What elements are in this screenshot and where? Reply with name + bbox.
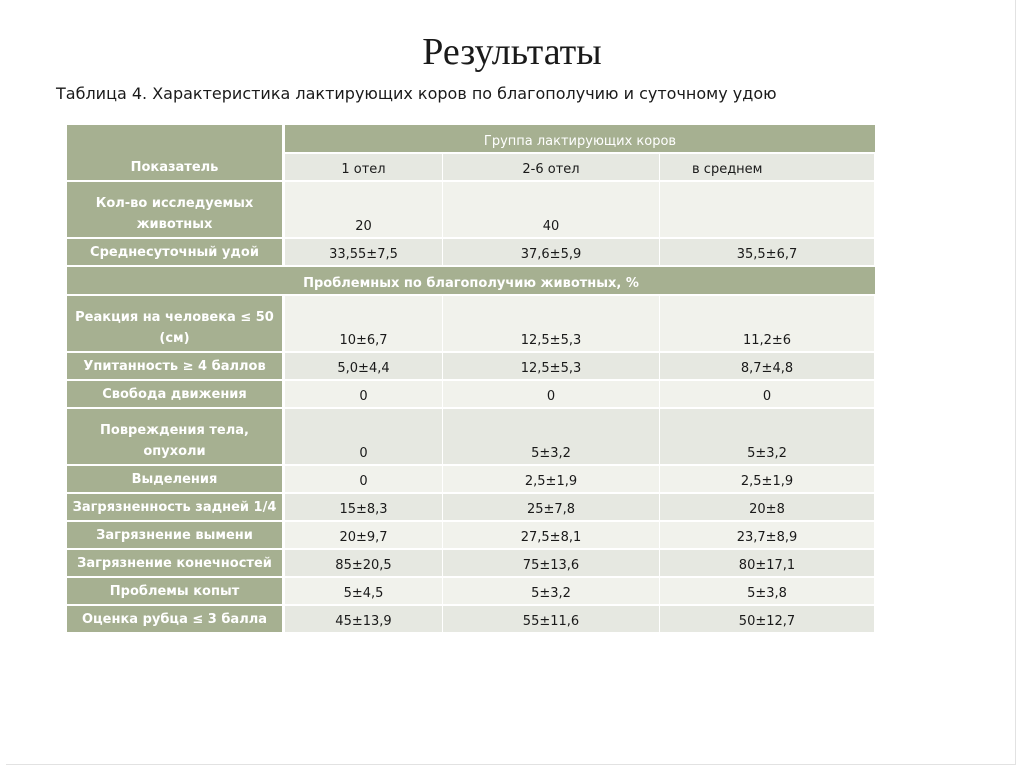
row-label: Загрязнение вымени <box>67 522 285 550</box>
table-cell: 20±9,7 <box>285 522 443 550</box>
table-cell: 50±12,7 <box>660 606 875 634</box>
table-row <box>67 409 875 466</box>
row-label: Кол-во исследуемых животных <box>67 182 285 239</box>
row-label: Среднесуточный удой <box>67 239 285 267</box>
table-cell: 75±13,6 <box>443 550 660 578</box>
column-header: 2-6 отел <box>443 154 660 182</box>
table-cell: 85±20,5 <box>285 550 443 578</box>
table-cell: 23,7±8,9 <box>660 522 875 550</box>
section-header: Проблемных по благополучию животных, % <box>67 267 875 296</box>
table-cell: 33,55±7,5 <box>285 239 443 267</box>
table-cell: 45±13,9 <box>285 606 443 634</box>
row-label: Повреждения тела, опухоли <box>67 409 285 466</box>
row-label: Реакция на человека ≤ 50 (см) <box>67 296 285 353</box>
group-header: Группа лактирующих коров <box>285 125 875 154</box>
table-row <box>67 296 875 353</box>
table-row <box>67 353 875 381</box>
slide-title: Результаты <box>422 31 602 73</box>
table-cell: 5±4,5 <box>285 578 443 606</box>
column-header: 1 отел <box>285 154 443 182</box>
table-cell <box>660 182 875 239</box>
table-cell: 0 <box>285 466 443 494</box>
table-cell: 35,5±6,7 <box>660 239 875 267</box>
table-cell: 12,5±5,3 <box>443 296 660 353</box>
table-row <box>67 578 875 606</box>
table-cell: 8,7±4,8 <box>660 353 875 381</box>
table-cell: 25±7,8 <box>443 494 660 522</box>
table-cell: 80±17,1 <box>660 550 875 578</box>
table-row <box>67 239 875 267</box>
table-cell: 15±8,3 <box>285 494 443 522</box>
table-cell: 20 <box>285 182 443 239</box>
table-cell: 2,5±1,9 <box>443 466 660 494</box>
table-cell: 0 <box>660 381 875 409</box>
table-row <box>67 550 875 578</box>
table-caption: Таблица 4. Характеристика лактирующих коров по благополучию и суточному удою <box>56 84 777 103</box>
table-cell: 5±3,2 <box>660 409 875 466</box>
table-cell: 5±3,2 <box>443 409 660 466</box>
table-cell: 5±3,8 <box>660 578 875 606</box>
table-cell: 0 <box>443 381 660 409</box>
table-cell: 40 <box>443 182 660 239</box>
table-cell: 11,2±6 <box>660 296 875 353</box>
table-cell: 20±8 <box>660 494 875 522</box>
table-cell: 12,5±5,3 <box>443 353 660 381</box>
table-cell: 0 <box>285 381 443 409</box>
row-label: Загрязненность задней 1/4 <box>67 494 285 522</box>
row-label: Выделения <box>67 466 285 494</box>
column-header: в среднем <box>660 154 875 182</box>
row-label: Проблемы копыт <box>67 578 285 606</box>
table-cell: 37,6±5,9 <box>443 239 660 267</box>
row-label: Свобода движения <box>67 381 285 409</box>
row-label: Оценка рубца ≤ 3 балла <box>67 606 285 634</box>
table-cell: 0 <box>285 409 443 466</box>
table-row <box>67 494 875 522</box>
table-cell: 10±6,7 <box>285 296 443 353</box>
table-cell: 2,5±1,9 <box>660 466 875 494</box>
row-label: Упитанность ≥ 4 баллов <box>67 353 285 381</box>
table-row <box>67 466 875 494</box>
results-table <box>67 125 875 634</box>
table-row <box>67 522 875 550</box>
row-label: Загрязнение конечностей <box>67 550 285 578</box>
table-cell: 27,5±8,1 <box>443 522 660 550</box>
table-row <box>67 381 875 409</box>
table-row <box>67 606 875 634</box>
table-cell: 5,0±4,4 <box>285 353 443 381</box>
table-cell: 55±11,6 <box>443 606 660 634</box>
corner-header: Показатель <box>67 125 285 182</box>
table-row <box>67 182 875 239</box>
table-cell: 5±3,2 <box>443 578 660 606</box>
